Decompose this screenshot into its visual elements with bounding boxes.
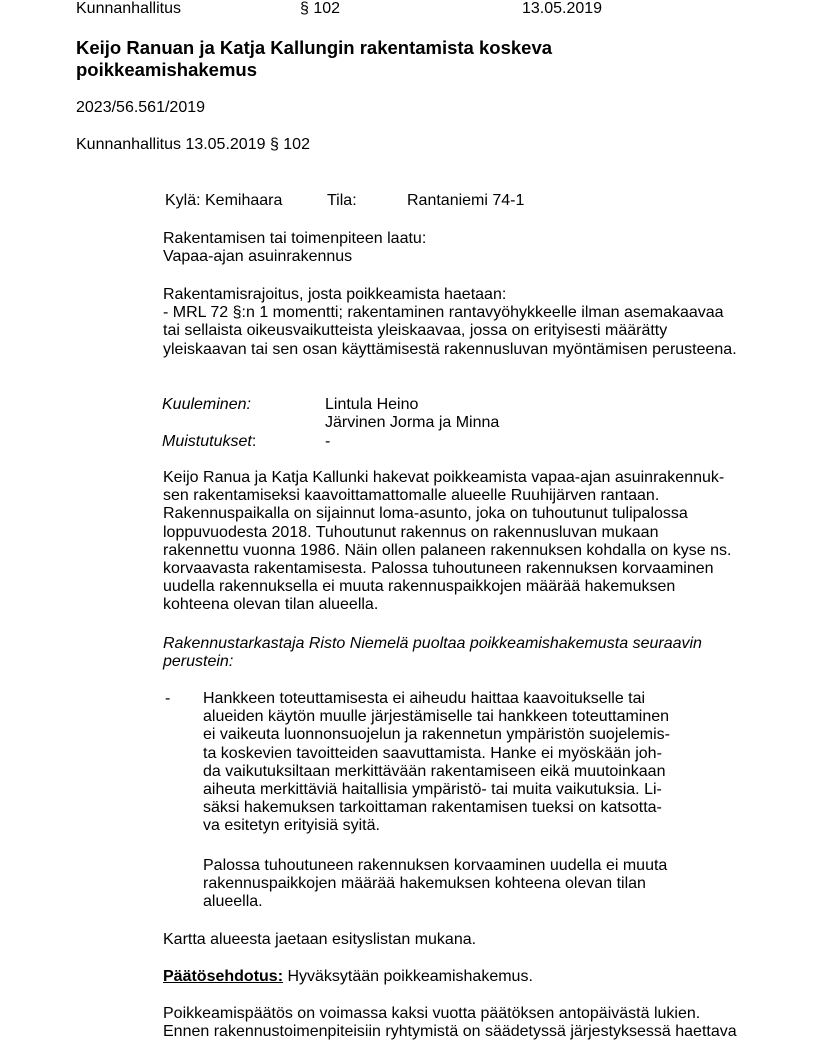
text-line: Rakentamisen tai toimenpiteen laatu: — [163, 230, 427, 247]
text-line: alueiden käytön muulle järjestämiselle tai hankkeen toteuttaminen — [203, 708, 670, 726]
inspector-statement — [163, 635, 702, 671]
text-line: säksi hakemuksen tarkoittaman rakentamisen tueksi on katsotta- — [203, 799, 662, 817]
validity — [163, 1005, 737, 1041]
text-line: Poikkeamispäätös on voimassa kaksi vuotta päätöksen antopäivästä lukien. — [163, 1005, 701, 1022]
muistutukset-colon: : — [251, 433, 257, 450]
kuuleminen-value: Järvinen Jorma ja Minna — [325, 414, 500, 431]
text-line: Rakennustarkastaja Risto Niemelä puoltaa poikkeamishakemusta seuraavin — [163, 635, 702, 652]
muistutukset-label — [162, 433, 256, 451]
meeting-reference: Kunnanhallitus 13.05.2019 § 102 — [76, 136, 310, 153]
page-title — [76, 37, 552, 81]
kyla-value: Kemihaara — [205, 192, 283, 209]
text-line: Keijo Ranua ja Katja Kallunki hakevat poikkeamista vapaa-ajan asuinrakennuk- — [163, 469, 725, 486]
text-line: loppuvuodesta 2018. Tuhoutunut rakennus on rakennusluvan mukaan — [163, 523, 659, 541]
text-line: Ennen rakennustoimenpiteisiin ryhtymistä on säädetyssä järjestyksessä haettava — [163, 1023, 737, 1041]
text-line: sen rakentamiseksi kaavoittamattomalle alueelle Ruuhijärven rantaan. — [163, 487, 660, 505]
text-line: Rakentamisrajoitus, josta poikkeamista haetaan: — [163, 286, 507, 303]
text-line: Palossa tuhoutuneen rakennuksen korvaaminen uudella ei muuta — [203, 857, 668, 874]
text-line: kohteena olevan tilan alueella. — [163, 596, 379, 614]
tila-value: Rantaniemi 74-1 — [407, 192, 525, 209]
tila-label: Tila: — [327, 192, 357, 209]
text-line: yleiskaavan tai sen osan käyttämisestä rakennusluvan myöntämisen perusteena. — [163, 340, 737, 358]
text-line: rakennettu vuonna 1986. Näin ollen palaneen rakennuksen kohdalla on kyse ns. — [163, 541, 732, 559]
description — [163, 469, 731, 615]
header-section: § 102 — [300, 0, 341, 17]
proposal-label: Päätösehdotus: — [163, 968, 284, 985]
bullet-paragraph — [203, 690, 670, 836]
record-number: 2023/56.561/2019 — [76, 99, 206, 116]
text-line: ei vaikeuta luonnonsuojelun ja rakennetun ympäristön suojelemis- — [203, 726, 670, 744]
header-body: Kunnanhallitus — [76, 0, 181, 17]
proposal-text: Hyväksytään poikkeamishakemus. — [283, 968, 533, 985]
kyla-label: Kylä: — [165, 192, 201, 209]
text-line: - MRL 72 §:n 1 momentti; rakentaminen rantavyöhykkeelle ilman asemakaavaa — [163, 304, 724, 322]
muistutukset-label-text: Muistutukset — [162, 433, 252, 450]
text-line: korvaavasta rakentamisesta. Palossa tuhoutuneen rakennuksen korvaaminen — [163, 560, 714, 578]
title-line: Keijo Ranuan ja Katja Kallungin rakentamista koskeva — [76, 37, 553, 58]
bullet-paragraph — [203, 857, 667, 912]
muistutukset-value: - — [325, 433, 331, 450]
bullet-marker: - — [165, 690, 171, 707]
title-line: poikkeamishakemus — [76, 59, 257, 80]
text-line: Hankkeen toteuttamisesta ei aiheudu haittaa kaavoitukselle tai — [203, 690, 646, 707]
text-line: da vaikutuksiltaan merkittävään rakentamiseen eikä muutoinkaan — [203, 762, 666, 780]
kuuleminen-label: Kuuleminen: — [162, 396, 251, 413]
map-note: Kartta alueesta jaetaan esityslistan mukana. — [163, 931, 477, 948]
text-line: tai sellaista oikeusvaikutteista yleiskaavaa, jossa on erityisesti määrätty — [163, 322, 668, 340]
text-line: va esitetyn erityisiä syitä. — [203, 817, 380, 835]
text-line: aiheuta merkittäviä haitallisia ympäristö- tai muita vaikutuksia. Li- — [203, 781, 662, 799]
header-date: 13.05.2019 — [522, 0, 603, 17]
text-line: perustein: — [163, 653, 234, 671]
text-line: ta koskevien tavoitteiden saavuttamista. Hanke ei myöskään joh- — [203, 744, 662, 762]
decision-proposal — [163, 968, 533, 986]
text-line: uudella rakennuksella ei muuta rakennuspaikkojen määrää hakemuksen — [163, 578, 676, 596]
construction-type — [163, 230, 426, 266]
restriction — [163, 286, 737, 359]
text-line: Rakennuspaikalla on sijainnut loma-asunto, joka on tuhoutunut tulipalossa — [163, 505, 688, 523]
text-line: alueella. — [203, 893, 263, 911]
kuuleminen-value: Lintula Heino — [325, 396, 419, 413]
text-line: Vapaa-ajan asuinrakennus — [163, 248, 353, 266]
text-line: rakennuspaikkojen määrää hakemuksen kohteena olevan tilan — [203, 875, 646, 893]
